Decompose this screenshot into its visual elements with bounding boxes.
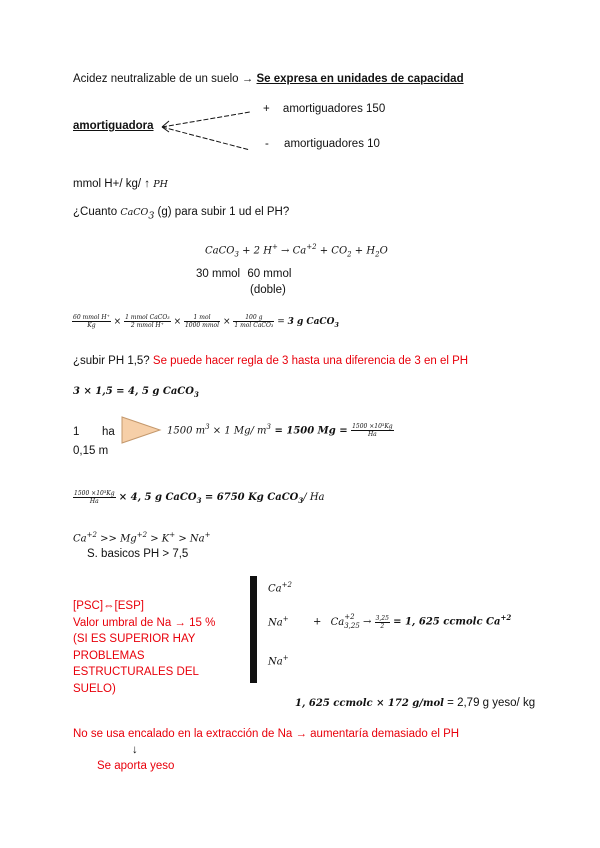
right-arrow-icon: → [362,616,372,628]
frac-den: 2 [380,622,385,630]
frac-den: Kg [87,322,96,329]
c4-c: = 6750 Kg CaCO [201,492,299,503]
q2-text: ¿subir PH 1,5? [73,355,150,367]
mmol-doble: (doble) [250,284,286,296]
ex-result: = 1, 625 ccmolc Ca [393,616,501,628]
c3-bsup: 3 [266,423,272,431]
ex-sub: 3,25 [344,622,360,630]
reaction-equation [205,243,388,258]
ion-na-text: Na [268,656,283,668]
depth-value: 0,15 m [73,445,109,457]
frac-den: Ha [367,431,377,439]
r-h2: + H [351,245,376,257]
cat-ca: Ca [73,533,87,545]
mmol-b: 60 mmol [247,268,292,280]
final-note-2: Se aporta yeso [97,760,175,772]
ion-ca [268,581,292,594]
cat-mg: >> Mg [96,533,137,545]
r-plus: + 2 [238,245,261,257]
subscript: 3 [298,496,304,505]
frac-num: 100 g [233,314,274,322]
cat-k: > K [147,533,170,545]
ion-sup: + [282,615,289,623]
cat-sup: +2 [136,531,148,539]
psc-line: SUELO) [73,682,116,695]
r-sub2: 2 [347,250,352,259]
ha-one: 1 [73,426,80,438]
heading-text: Acidez neutralizable de un suelo [73,73,239,85]
r-h: H [263,245,272,257]
subscript: 3 [196,496,202,505]
psc-line: (SI ES SUPERIOR HAY [73,633,196,645]
right-arrow-icon: → [281,245,290,257]
times-sign: × [222,317,231,327]
c4-d: / Ha [303,492,325,503]
fraction-exch [375,615,390,630]
r-ca: Ca [292,245,307,257]
question-post: (g) para subir 1 ud el PH? [154,206,290,218]
equals-sign: = [277,317,285,327]
mass-calc [295,697,535,709]
ex-ca: Ca [330,616,345,628]
psc-line: PROBLEMAS [73,649,145,662]
c4-b: × 4, 5 g CaCO [118,492,197,503]
ha-unit: ha [102,426,115,438]
exchange-calc [313,613,511,631]
fraction-2 [124,314,171,329]
frac-den: Ha [89,498,99,505]
fraction-1 [72,314,111,329]
subscript: 3 [148,210,155,222]
branch-plus [263,103,385,115]
r-o: O [379,245,388,257]
times-sign: × [113,317,122,327]
question-caco3 [73,206,289,221]
c3-asup: 3 [205,423,210,431]
frac-den: 1000 mmol [184,322,220,329]
mass-a: 1, 625 ccmolc × 172 g/mol [295,698,444,709]
r-sup: + [271,243,278,251]
ion-sup: + [282,654,289,662]
plus-sign: + [263,103,270,115]
r-caco: CaCO [205,245,235,257]
units-text: mmol H+/ kg/ [73,178,142,190]
mmol-line [196,268,291,280]
branch-plus-text: amortiguadores 150 [282,103,386,115]
frac-num: 1500 ×10³Kg [74,490,115,497]
q2-note: Se puede hacer regla de 3 hasta una diferencia de 3 en el PH [149,355,469,367]
ion-sup: +2 [281,581,292,589]
psc-line: ESTRUCTURALES DEL [73,666,199,678]
calc-scaled [73,386,199,399]
units-line [73,178,168,190]
fraction-mass [351,423,394,438]
cat-sup: +2 [86,531,97,539]
ex-sup: +2 [344,613,355,621]
question-ph [73,355,468,367]
mmol-a: 30 mmol [196,268,241,280]
r-sub3: 2 [375,250,380,259]
triangle-icon [120,415,162,445]
question-pre: ¿Cuanto [73,206,118,218]
branch-minus-text: amortiguadores 10 [284,138,380,150]
subscript: 3 [334,321,339,329]
calc-volume [167,423,394,438]
calc-result: 3 g CaCO [287,317,335,327]
fraction-3 [184,314,220,329]
cat-sup: + [169,531,176,539]
c3-c: = 1500 Mg = [271,425,352,437]
ex-rsup: +2 [500,613,512,623]
branch-minus [265,138,380,150]
calc-conversion [72,314,339,329]
mass-b: = 2,79 g yeso/ kg [443,697,536,709]
ion-na-1 [268,615,289,628]
cation-series [73,531,210,544]
frac-num: 1 mmol CaCO₃ [125,314,170,321]
basic-soils: S. basicos PH > 7,5 [87,548,189,560]
ion-na-text: Na [268,617,283,629]
calc2-text: 3 × 1,5 = 4, 5 g CaCO [73,386,194,397]
amortiguadora-label: amortiguadora [73,120,154,132]
vertical-bar [250,576,257,683]
psc-line: Valor umbral de Na → 15 % [73,616,216,629]
final-note: No se usa encalado en la extracción de Na → aumentaría demasiado el PH [73,728,460,740]
frac-den: 2 mmol H⁺ [130,322,164,329]
right-arrow-icon: → [241,73,254,85]
fraction-4 [233,314,274,329]
plus-sign: + [313,616,322,628]
ion-ca-text: Ca [268,583,282,595]
r-co: + CO [316,245,348,257]
minus-sign: - [265,138,269,150]
frac-num: 1500 ×10³Kg [352,423,393,431]
psc-block [73,598,215,697]
heading-line [73,73,464,85]
cat-sup: + [204,531,211,539]
frac-num: 3,25 [375,614,389,622]
frac-den: 1 mol CaCO₃ [234,322,274,329]
ex-supsub [344,613,360,631]
fraction-total [73,490,116,505]
down-arrow-icon: ↓ [132,744,138,756]
subscript: 3 [193,390,199,399]
psc-line: [PSC]⇔[ESP] [73,600,144,612]
heading-emphasis: Se expresa en unidades de capacidad [256,73,464,85]
frac-num: 60 mmol H⁺ [73,314,110,321]
caco-formula: CaCO [120,207,149,218]
r-sub: 3 [234,250,239,259]
up-arrow-icon: ↑ [144,178,151,190]
frac-num: 1 mol [184,314,220,322]
ph-symbol: PH [153,179,168,190]
r-casup: +2 [306,243,317,251]
c3-a: 1500 m [167,425,206,437]
times-sign: × [173,317,182,327]
c3-b: × 1 Mg/ m [209,425,267,437]
branch-arrows-icon [158,108,254,154]
cat-na: > Na [175,533,205,545]
calc-total [73,490,325,505]
ion-na-2 [268,654,289,667]
